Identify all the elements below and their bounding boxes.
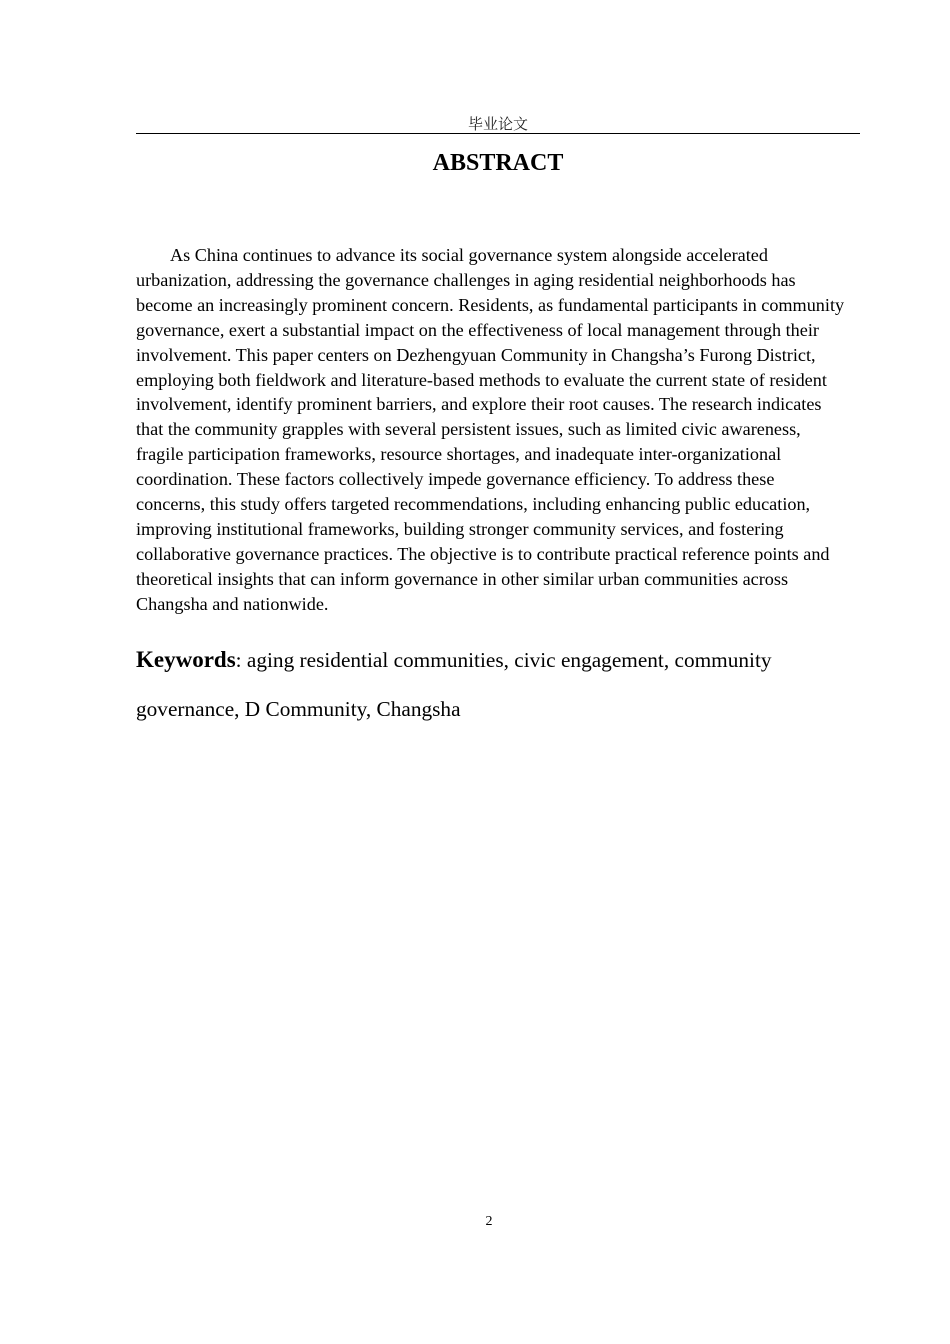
abstract-body: As China continues to advance its social governance system alongside accelerated urbanization, addressing the governance challenges in aging residential neighborhoods has become an increasingly prominent concern. Residents, as fundamental participants in community governance, exert a substantial impact on the effectiveness of local management through their involvement. This paper centers on Dezhengyuan Community in Changsha’s Furong District, employing both fieldwork and literature-based methods to evaluate the current state of resident involvement, identify prominent barriers, and explore their root causes. The research indicates that the community grapples with several persistent issues, such as limited civic awareness, fragile participation frameworks, resource shortages, and inadequate inter-organizational coordination. These factors collectively impede governance efficiency. To address these concerns, this study offers targeted recommendations, including enhancing public education, improving institutional frameworks, building stronger community services, and fostering collaborative governance practices. The objective is to contribute practical reference points and theoretical insights that can inform governance in other similar urban communities across Changsha and nationwide. (136, 245, 845, 614)
keywords-text: aging residential communities, civic engagement, community governance, D Community, Changsha (136, 648, 772, 721)
running-header: 毕业论文 (467, 115, 528, 133)
keywords-label: Keywords (136, 647, 236, 672)
keywords-separator: : (235, 648, 242, 672)
keywords-line (136, 635, 848, 734)
abstract-title: ABSTRACT (432, 150, 564, 176)
header-rule (136, 133, 860, 134)
page-number: 2 (485, 1214, 493, 1229)
